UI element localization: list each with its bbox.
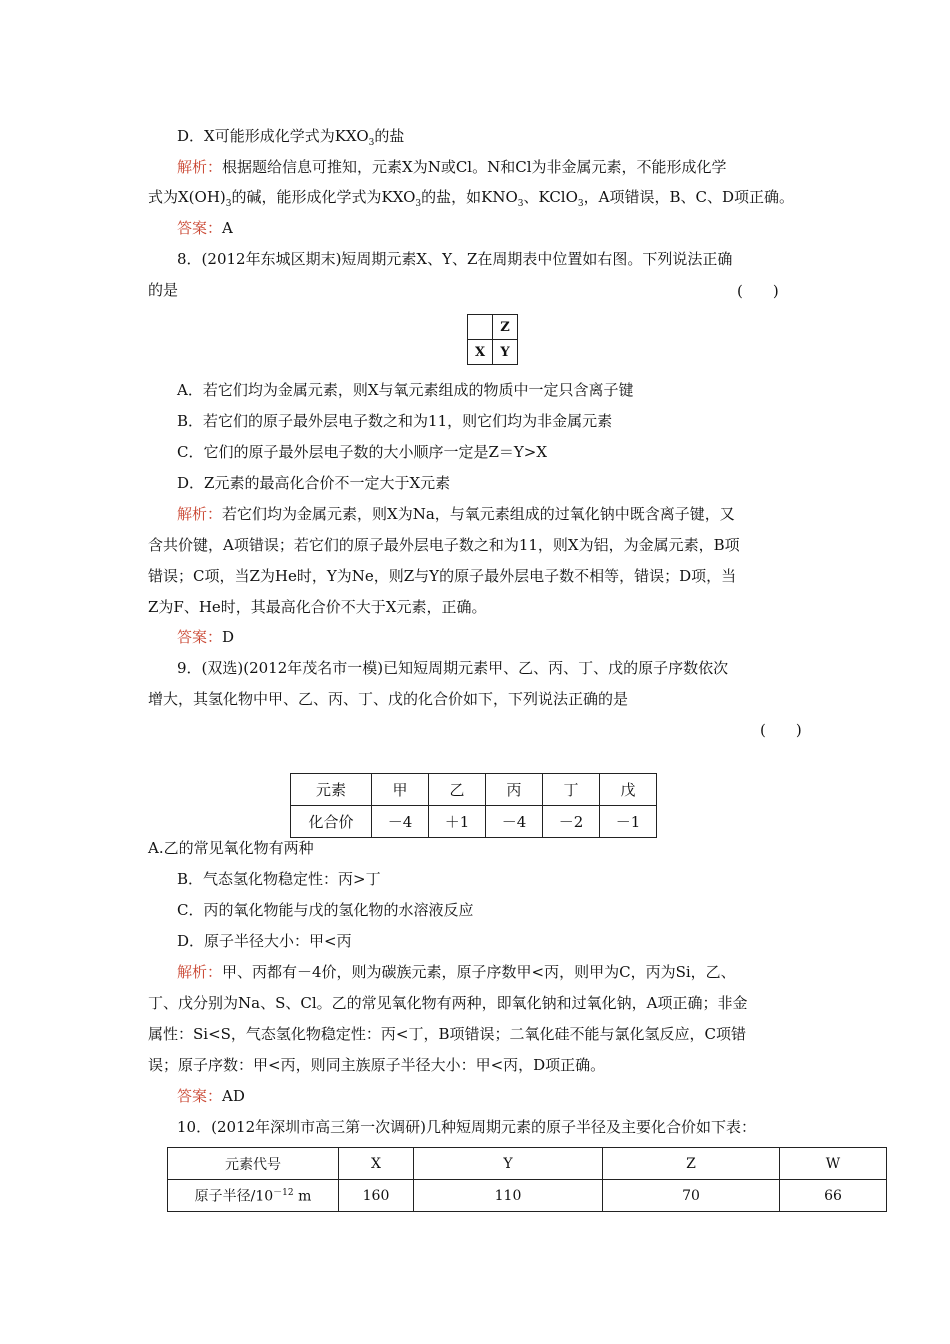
table-cell: 66 <box>780 1180 887 1212</box>
q8-explanation-line: 含共价键，A项错误；若它们的原子最外层电子数之和为11，则X为铝，为金属元素，B项 <box>148 536 740 554</box>
answer-label: 答案： <box>177 628 223 646</box>
table-row <box>168 1148 887 1180</box>
table-cell: －4 <box>372 806 429 838</box>
q9-explanation-line: 解析：甲、丙都有－4价，则为碳族元素，原子序数甲<丙，则甲为C，丙为Si，乙、 <box>177 963 736 981</box>
q9-explanation-line: 属性：Si<S，气态氢化物稳定性：丙<丁，B项错误；二氧化硅不能与氯化氢反应，C项错 <box>148 1025 746 1043</box>
q7-option-d: D．X可能形成化学式为$KXO_3$的盐 <box>177 127 405 148</box>
q8-option: A．若它们均为金属元素，则X与氧元素组成的物质中一定只含离子键 <box>177 381 634 399</box>
table-cell: 160 <box>339 1180 414 1212</box>
table-cell: W <box>780 1148 887 1180</box>
table-cell: Y <box>414 1148 603 1180</box>
q9-explanation-line: 误；原子序数：甲<丙，则同主族原子半径大小：甲<丙，D项正确。 <box>148 1056 606 1074</box>
valence-table <box>290 773 657 838</box>
answer-label: 答案： <box>177 219 223 237</box>
explanation-label: 解析： <box>177 963 223 981</box>
atomic-radius-table <box>167 1147 887 1212</box>
table-cell: 110 <box>414 1180 603 1212</box>
q7-explanation-line: 式为$X(OH)_3$的碱，能形成化学式为$KXO_3$的盐，如$KNO_3$、KClO$_3$，A项错误，B、C、D项正确。 <box>148 188 795 209</box>
q9-option: D．原子半径大小：甲<丙 <box>177 932 352 950</box>
explanation-label: 解析： <box>177 505 223 523</box>
q8-explanation-line: 错误；C项，当Z为He时，Y为Ne，则Z与Y的原子最外层电子数不相等，错误；D项，当 <box>148 567 737 585</box>
q8-explanation-line: Z为F、He时，其最高化合价不大于X元素，正确。 <box>148 598 487 616</box>
q8-option: D．Z元素的最高化合价不一定大于X元素 <box>177 474 451 492</box>
q8-stem: 8．(2012年东城区期末)短周期元素X、Y、Z在周期表中位置如右图。下列说法正确 <box>177 250 733 268</box>
grid-cell: Z <box>493 315 518 340</box>
table-cell: 丁 <box>543 774 600 806</box>
table-row <box>168 1180 887 1212</box>
table-cell: 化合价 <box>291 806 372 838</box>
q9-answer: 答案：AD <box>177 1087 245 1105</box>
q8-answer-blank: ( ) <box>737 282 779 300</box>
q8-option: B．若它们的原子最外层电子数之和为11，则它们均为非金属元素 <box>177 412 613 430</box>
q8-answer: 答案：D <box>177 628 235 646</box>
table-cell: 丙 <box>486 774 543 806</box>
table-cell: －4 <box>486 806 543 838</box>
table-cell: 原子半径$/10^{-12}$ m <box>168 1180 339 1212</box>
table-cell: 戊 <box>600 774 657 806</box>
q8-explanation-line: 解析：若它们均为金属元素，则X为Na，与氧元素组成的过氧化钠中既含离子键，又 <box>177 505 735 523</box>
q9-stem: 9．(双选)(2012年茂名市一模)已知短周期元素甲、乙、丙、丁、戊的原子序数依次 <box>177 659 729 677</box>
table-cell: ＋1 <box>429 806 486 838</box>
grid-cell: X <box>468 340 493 365</box>
table-cell: 乙 <box>429 774 486 806</box>
grid-cell: Y <box>493 340 518 365</box>
q9-answer-blank: ( ) <box>760 721 802 739</box>
periodic-position-grid <box>467 314 518 365</box>
q9-stem: 增大，其氢化物中甲、乙、丙、丁、戊的化合价如下，下列说法正确的是 <box>148 690 629 708</box>
table-cell: 元素 <box>291 774 372 806</box>
table-cell: X <box>339 1148 414 1180</box>
table-cell: 70 <box>603 1180 780 1212</box>
q9-option: A.乙的常见氧化物有两种 <box>148 839 314 857</box>
q9-option: C．丙的氧化物能与戊的氢化物的水溶液反应 <box>177 901 474 919</box>
q8-option: C．它们的原子最外层电子数的大小顺序一定是Z＝Y>X <box>177 443 548 461</box>
q10-stem: 10．(2012年深圳市高三第一次调研)几种短周期元素的原子半径及主要化合价如下表： <box>177 1118 756 1136</box>
table-cell: －2 <box>543 806 600 838</box>
q9-option: B．气态氢化物稳定性：丙>丁 <box>177 870 381 888</box>
table-row <box>291 774 657 806</box>
table-row <box>291 806 657 838</box>
explanation-label: 解析： <box>177 158 223 176</box>
q7-explanation-line: 解析：根据题给信息可推知，元素X为N或Cl。N和Cl为非金属元素，不能形成化学 <box>177 158 727 176</box>
q7-answer: 答案：A <box>177 219 233 237</box>
answer-label: 答案： <box>177 1087 223 1105</box>
grid-cell <box>468 315 493 340</box>
table-cell: －1 <box>600 806 657 838</box>
q8-stem: 的是 <box>148 281 179 299</box>
table-cell: 元素代号 <box>168 1148 339 1180</box>
table-cell: Z <box>603 1148 780 1180</box>
q9-explanation-line: 丁、戊分别为Na、S、Cl。乙的常见氧化物有两种，即氧化钠和过氧化钠，A项正确；非金 <box>148 994 748 1012</box>
table-cell: 甲 <box>372 774 429 806</box>
